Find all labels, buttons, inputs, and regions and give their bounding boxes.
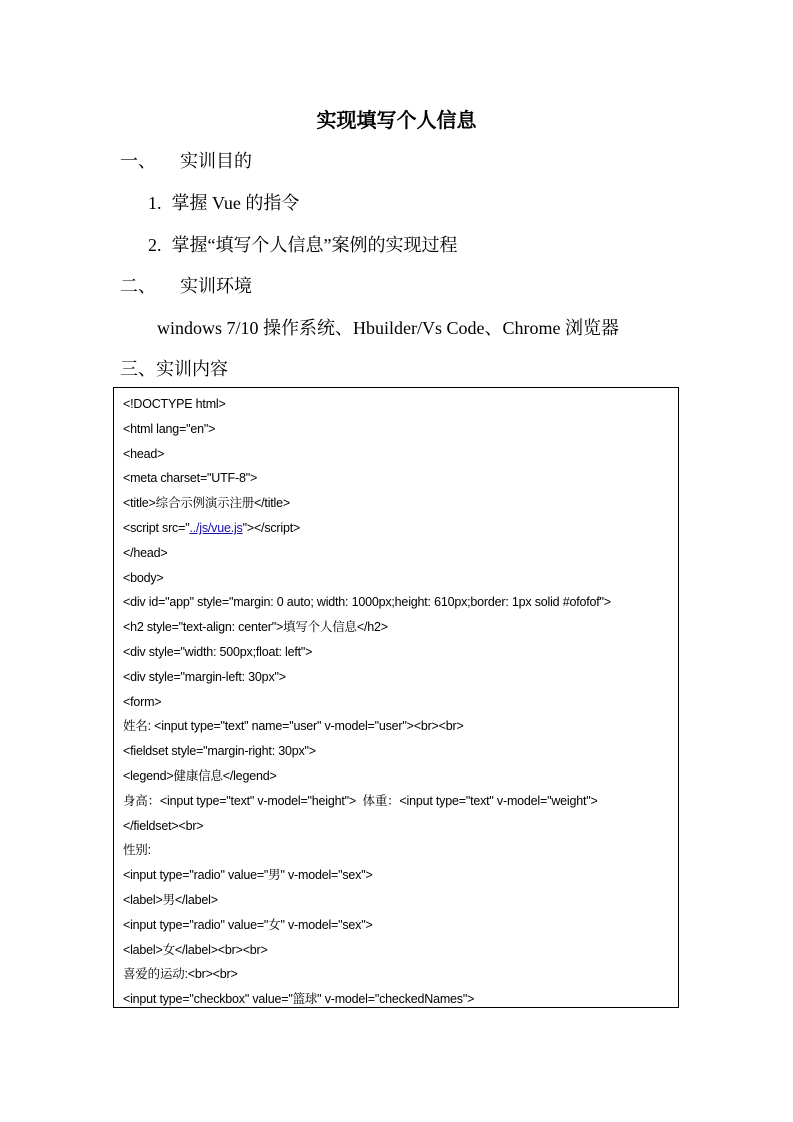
code-line: <form>	[123, 694, 162, 709]
section-label: 实训内容	[156, 359, 228, 379]
code-line: <label>男</label>	[123, 892, 218, 907]
environment-text: windows 7/10 操作系统、Hbuilder/Vs Code、Chrome 浏览器	[157, 318, 619, 338]
code-line: <meta charset="UTF-8">	[123, 471, 258, 486]
code-line: <label>女</label><br><br>	[123, 942, 268, 957]
code-line: 性别:	[123, 843, 151, 858]
section-heading-objectives	[120, 147, 252, 173]
section-heading-content	[120, 355, 228, 381]
section-heading-environment	[120, 272, 252, 298]
code-line: <title>综合示例演示注册</title>	[123, 496, 290, 511]
code-line: <legend>健康信息</legend>	[123, 768, 277, 783]
document-title: 实现填写个人信息	[316, 110, 477, 132]
code-text: <script src="	[123, 520, 190, 535]
code-line: <input type="radio" value="男" v-model="sex">	[123, 868, 373, 883]
objective-item	[148, 231, 457, 257]
code-line: <div style="margin-left: 30px">	[123, 669, 286, 684]
code-line: <fieldset style="margin-right: 30px">	[123, 744, 316, 759]
code-line: <html lang="en">	[123, 421, 216, 436]
section-number: 二、	[120, 276, 156, 296]
script-src-link[interactable]: ../js/vue.js	[189, 520, 243, 535]
section-label: 实训目的	[180, 151, 252, 171]
code-line: 身高：<input type="text" v-model="height"> 体重：<input type="text" v-model="weight">	[123, 793, 598, 808]
code-line: <input type="radio" value="女" v-model="sex">	[123, 917, 373, 932]
code-text: "></script>	[242, 520, 301, 535]
code-line: <head>	[123, 446, 165, 461]
item-text: 掌握 Vue 的指令	[171, 193, 300, 213]
code-line: 喜爱的运动:<br><br>	[123, 967, 238, 982]
code-line	[123, 516, 678, 541]
code-block	[113, 387, 679, 1008]
item-number: 1.	[148, 193, 162, 213]
code-line: <body>	[123, 570, 164, 585]
section-number: 三、	[120, 359, 156, 379]
code-line: 姓名: <input type="text" name="user" v-model="user"><br><br>	[123, 719, 464, 734]
section-label: 实训环境	[180, 276, 252, 296]
item-number: 2.	[148, 235, 162, 255]
code-line: <!DOCTYPE html>	[123, 397, 226, 411]
code-line: <div id="app" style="margin: 0 auto; width: 1000px;height: 610px;border: 1px solid #ofofof">	[123, 595, 611, 610]
item-text: 掌握“填写个人信息”案例的实现过程	[171, 235, 458, 255]
code-line: </fieldset><br>	[123, 818, 204, 833]
objective-item	[148, 189, 299, 215]
section-number: 一、	[120, 151, 156, 171]
code-line: <input type="checkbox" value="篮球" v-model="checkedNames">	[123, 992, 475, 1007]
code-line: <h2 style="text-align: center">填写个人信息</h2>	[123, 620, 388, 635]
code-line: <div style="width: 500px;float: left">	[123, 644, 313, 659]
code-line: </head>	[123, 545, 168, 560]
